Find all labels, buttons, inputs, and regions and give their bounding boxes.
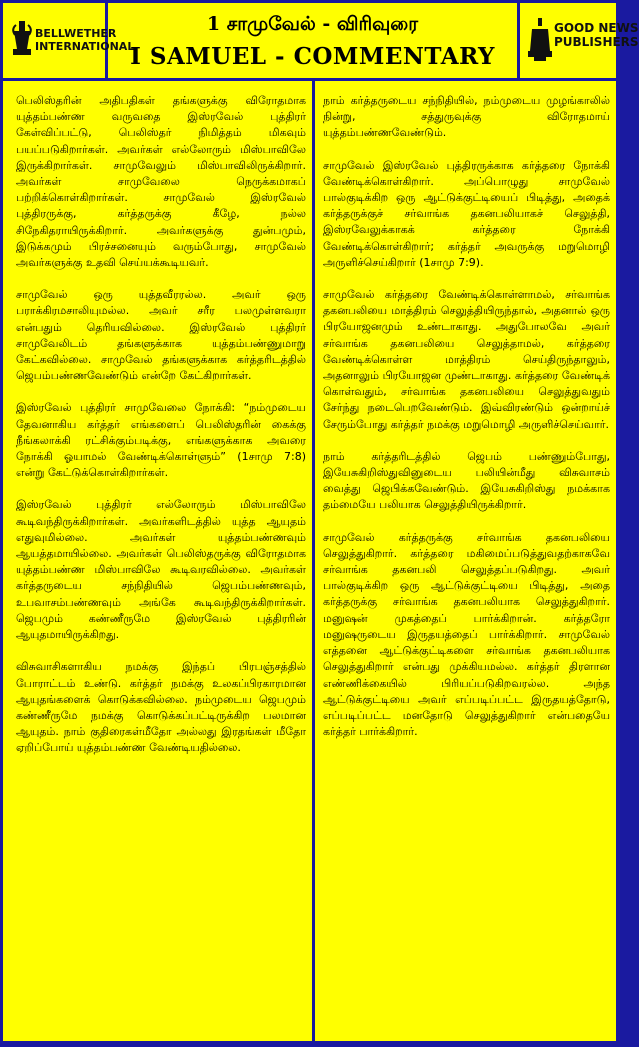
good-news-logo	[517, 3, 639, 81]
title-area	[108, 3, 517, 81]
paragraph: சாமுவேல் இஸ்ரவேல் புத்திரருக்காக கர்த்தரை நோக்கி வேண்டிக்கொள்கிறார். அப்பொழுது சாமுவேல் பால்குடிக்கிற ஒரு ஆட்டுக்குட்டியைப் பிடித்து, அதைக் கர்த்தருக்குச் சர்வாங்க தகனபலியாகச் செலுத்தி, இஸ்ரவேலுக்காகக் கர்த்தரை நோக்கி வேண்டிக்கொள்கிறார்; கர்த்தர் அவருக்கு மறுமொழி அருளிச்செய்கிறார் (1சாமு 7:9).	[323, 158, 610, 269]
title-english: I SAMUEL - COMMENTARY	[130, 43, 495, 70]
paragraph: நாம் கர்த்தருடைய சந்நிதியில், நம்முடைய முழங்காலில் நின்று, சத்துருவுக்கு விரோதமாய் யுத்தம்பண்ணவேண்டும்.	[323, 94, 610, 140]
good-news-logo-text: GOOD NEWS PUBLISHERS	[554, 21, 639, 49]
right-column	[323, 93, 610, 756]
paragraph: சாமுவேல் கர்த்தரை வேண்டிக்கொள்ளாமல், சர்வாங்க தகனபலியை மாத்திரம் செலுத்தியிருந்தால், அதனால் ஒரு பிரயோஜனமும் உண்டாகாது. அதுபோலவே அவர் சர்வாங்க தகனபலியை செலுத்தாமல், கர்த்தரை வேண்டிக்கொள்ள மாத்திரம் செய்திருந்தாலும், அதனாலும் பிரயோஜன முண்டாகாது. கர்த்தரை வேண்டிக் கொள்வதும், சர்வாங்க தகனபலியை செலுத்துவதும் சேர்ந்து நடைபெறவேண்டும். இவ்விரண்டும் ஒன்றாய்ச் சேரும்போது கர்த்தர் நமக்கு மறுமொழி அருளிச்செய்வார்.	[323, 288, 610, 431]
bellwether-logo	[3, 3, 135, 81]
paragraph: சாமுவேல் கர்த்தருக்கு சர்வாங்க தகனபலியை செலுத்துகிறார். கர்த்தரை மகிமைப்படுத்துவதற்காகவே சர்வாங்க தகனபலி செலுத்தப்படுகிறது. அவர் பால்குடிக்கிற ஒரு ஆட்டுக்குட்டியை பிடித்து, அதை கர்த்தருக்கு சர்வாங்க தகனபலியாக செலுத்துகிறார். மனுஷன் முகத்தைப் பார்க்கிறான். கர்த்தரோ மனுஷருடைய இருதயத்தைப் பார்க்கிறார். சாமுவேல் எத்தனை ஆட்டுக்குட்டிகளை சர்வாங்க தகனபலியாக செலுத்துகிறார் என்பது முக்கியமல்ல. கர்த்தர் திரளான எண்ணிக்கையில் பிரியப்படுகிறவரல்ல. அந்த ஆட்டுக்குட்டியை அவர் எப்படிப்பட்ட இருதயத்தோடு, எப்படிப்பட்ட மனதோடு செலுத்துகிறார் என்பதையே கர்த்தர் பார்க்கிறார்.	[323, 530, 610, 739]
paragraph: பெலிஸ்தரின் அதிபதிகள் தங்களுக்கு விரோதமாக யுத்தம்பண்ண வருவதை இஸ்ரவேல் புத்திரர் கேள்விப்பட்டு, பெலிஸ்தர் நிமித்தம் மிகவும் பயப்படுகிறார்கள். அவர்கள் எல்லோரும் மிஸ்பாவிலே இருக்கிறார்கள். சாமுவேலும் மிஸ்பாவிலிருக்கிறார். அவர்கள் சாமுவேலை நெருக்கமாகப் பற்றிக்கொள்கிறார்கள். சாமுவேல் இஸ்ரவேல் புத்திரருக்கு, கர்த்தருக்கு கீழே, நல்ல சிநேகிதராயிருக்கிறார். அவர்களுக்கு துன்பமும், இடுக்கமும் பிரச்சனையும் வரும்போது, சாமுவேல் அவர்களுக்கு உதவி செய்யக்கூடியவர்.	[16, 94, 306, 270]
paragraph: இஸ்ரவேல் புத்திரர் எல்லோரும் மிஸ்பாவிலே கூடிவந்திருக்கிறார்கள். அவர்களிடத்தில் யுத்த ஆயுதம் எதுவுமில்லை. அவர்கள் யுத்தம்பண்ணவும் ஆயத்தமாயில்லை. அவர்கள் பெலிஸ்தருக்கு விரோதமாக யுத்தம்பண்ண மிஸ்பாவிலே கூடிவரவில்லை. அவர்கள் கர்த்தருடைய சந்நிதியில் ஜெபம்பண்ணவும், உபவாசம்பண்ணவும் அங்கே கூடிவந்திருக்கிறார்கள். ஜெபமும் கண்ணீருமே இஸ்ரவேல் புத்திரரின் ஆயுதமாயிருக்கிறது.	[16, 498, 306, 642]
column-divider	[312, 81, 315, 1047]
paragraph: சாமுவேல் ஒரு யுத்தவீரரல்ல. அவர் ஒரு பராக்கிரமசாலியுமல்ல. அவர் சரீர பலமுள்ளவரா என்பதும் தெரியவில்லை. இஸ்ரவேல் புத்திரர் சாமுவேலிடம் தங்களுக்காக யுத்தம்பண்ணுமாறு கேட்கவில்லை. சாமுவேல் தங்களுக்காக கர்த்தரிடத்தில் ஜெபம்பண்ணவேண்டும் என்றே கேட்கிறார்கள்.	[16, 288, 306, 383]
paragraph: நாம் கர்த்தரிடத்தில் ஜெபம் பண்ணும்போது, இயேசுகிறிஸ்துவினுடைய பலியின்மீது விசுவாசம் வைத்து ஜெபிக்கவேண்டும். இயேசுகிறிஸ்து நமக்காக தம்மையே பலியாக செலுத்தியிருக்கிறார்.	[323, 449, 610, 512]
paragraph: இஸ்ரவேல் புத்திரர் சாமுவேலை நோக்கி: “நம்முடைய தேவனாகிய கர்த்தர் எங்களைப் பெலிஸ்தரின் கைக்கு நீங்கலாக்கி ரட்சிக்கும்படிக்கு, எங்களுக்காக அவரை நோக்கி ஓயாமல் வேண்டிக்கொள்ளும்” (1சாமு 7:8) என்று கேட்டுக்கொள்கிறார்கள்.	[16, 401, 306, 480]
ram-icon	[11, 19, 33, 59]
paragraph: விசுவாசிகளாகிய நமக்கு இந்தப் பிரபஞ்சத்தில் போராட்டம் உண்டு. கர்த்தர் நமக்கு உலகப்பிரகாரமான ஆயுதங்களைக் கொடுக்கவில்லை. நம்முடைய ஜெபமும் கண்ணீருமே நமக்கு கொடுக்கப்பட்டிருக்கிற பலமான ஆயுதம். நாம் குதிரைகள்மீதோ அல்லது இரதங்கள் மீதோ ஏறிப்போய் யுத்தம்பண்ண வேண்டியதில்லை.	[16, 660, 306, 755]
title-tamil: 1 சாமுவேல் - விரிவுரை	[206, 13, 419, 35]
bellwether-logo-text: BELLWETHER INTERNATIONAL	[35, 27, 135, 53]
page-header	[3, 3, 639, 81]
bell-icon	[528, 17, 552, 63]
left-column	[16, 93, 306, 773]
